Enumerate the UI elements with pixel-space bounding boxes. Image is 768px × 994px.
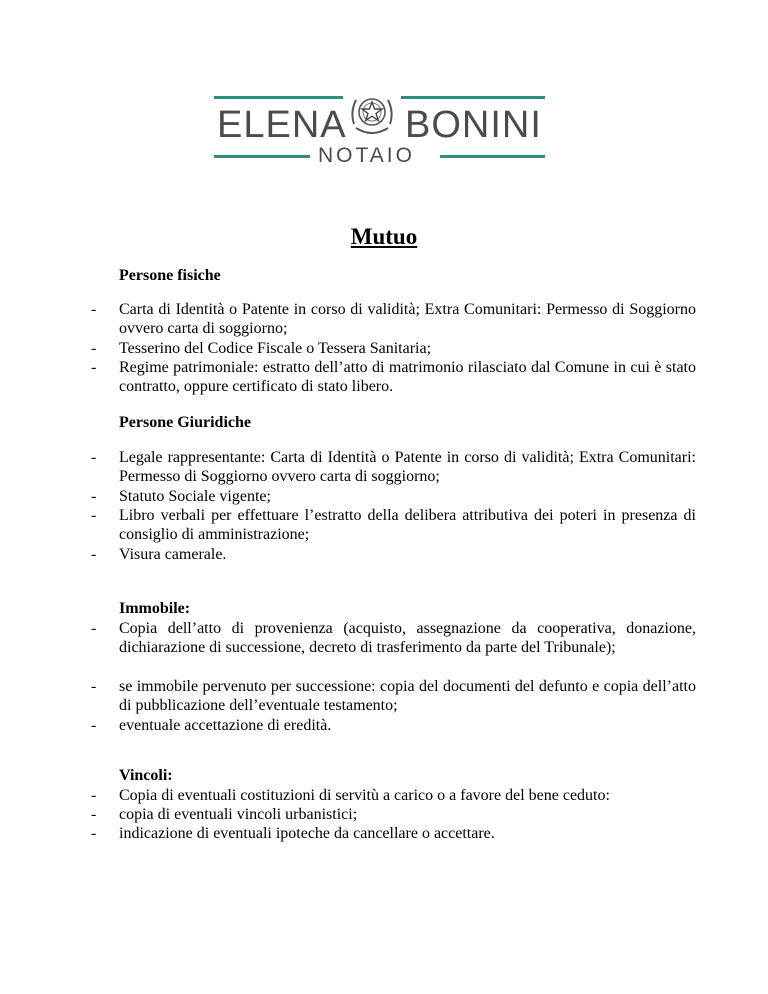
bullet-dash: - [91,340,97,357]
page-title: Mutuo [350,224,418,249]
list-item-text: indicazione di eventuali ipoteche da cancellare o accettare. [119,825,495,842]
bullet-dash: - [91,488,97,505]
list-item-text: Regime patrimoniale: estratto dell’atto di matrimonio rilasciato dal Comune in cui è stato contratto, oppure certificato di stato libero. [119,359,696,396]
list-item [91,619,696,658]
bullet-dash: - [91,678,97,695]
bullet-dash: - [91,717,97,734]
bullet-dash: - [91,546,97,563]
list-item [91,677,696,716]
list-item-text: eventuale accettazione di eredità. [119,717,332,734]
notary-logo [0,0,768,180]
bullet-dash: - [91,507,97,524]
list-item-text: se immobile pervenuto per successione: copia del documenti del defunto e copia dell’atto di pubblicazione dell’eventuale testamento; [119,678,696,715]
list-item [91,448,696,487]
bullet-dash: - [91,359,97,376]
list-item [91,824,696,843]
bullet-dash: - [91,787,97,804]
list-item-text: Statuto Sociale vigente; [119,488,271,505]
list-item [91,358,696,397]
logo-bottom-line-right [440,155,545,158]
list-item [91,805,696,824]
section-heading-persone-giuridiche: Persone Giuridiche [119,414,251,431]
list-item [91,716,696,735]
bullet-dash: - [91,449,97,466]
list-item-text: Libro verbali per effettuare l’estratto della delibera attributiva dei poteri in presenza di consiglio di amministrazione; [119,507,696,544]
logo-subtitle: NOTAIO [318,144,415,167]
section-heading-vincoli: Vincoli: [119,767,173,784]
list-item [91,339,696,358]
list-item-text: copia di eventuali vincoli urbanistici; [119,806,358,823]
bullet-dash: - [91,806,97,823]
list-item-text: Carta di Identità o Patente in corso di validità; Extra Comunitari: Permesso di Soggiorno ovvero carta di soggiorno; [119,301,696,338]
bullet-dash: - [91,620,97,637]
logo-last-name: BONINI [405,104,542,146]
section-heading-persone-fisiche: Persone fisiche [119,267,221,284]
list-item [91,506,696,545]
bullet-dash: - [91,301,97,318]
bullet-dash: - [91,825,97,842]
list-item-text: Copia dell’atto di provenienza (acquisto, assegnazione da cooperativa, donazione, dichiarazione di successione, decreto di trasferimento da parte del Tribunale); [119,620,696,657]
list-item [91,487,696,506]
list-item [91,300,696,339]
section-heading-immobile: Immobile: [119,600,191,617]
list-item [91,545,696,564]
logo-first-name: ELENA [217,104,347,146]
logo-top-line-right [401,96,545,99]
list-item-text: Legale rappresentante: Carta di Identità o Patente in corso di validità; Extra Comunitari: Permesso di Soggiorno ovvero carta di soggiorno; [119,449,696,486]
list-item-text: Tesserino del Codice Fiscale o Tessera Sanitaria; [119,340,432,357]
logo-bottom-line-left [214,155,310,158]
logo-top-line-left [214,96,343,99]
italian-emblem-icon [346,88,398,140]
list-item-text: Copia di eventuali costituzioni di servitù a carico o a favore del bene ceduto: [119,787,610,804]
list-item-text: Visura camerale. [119,546,227,563]
list-item [91,786,696,805]
